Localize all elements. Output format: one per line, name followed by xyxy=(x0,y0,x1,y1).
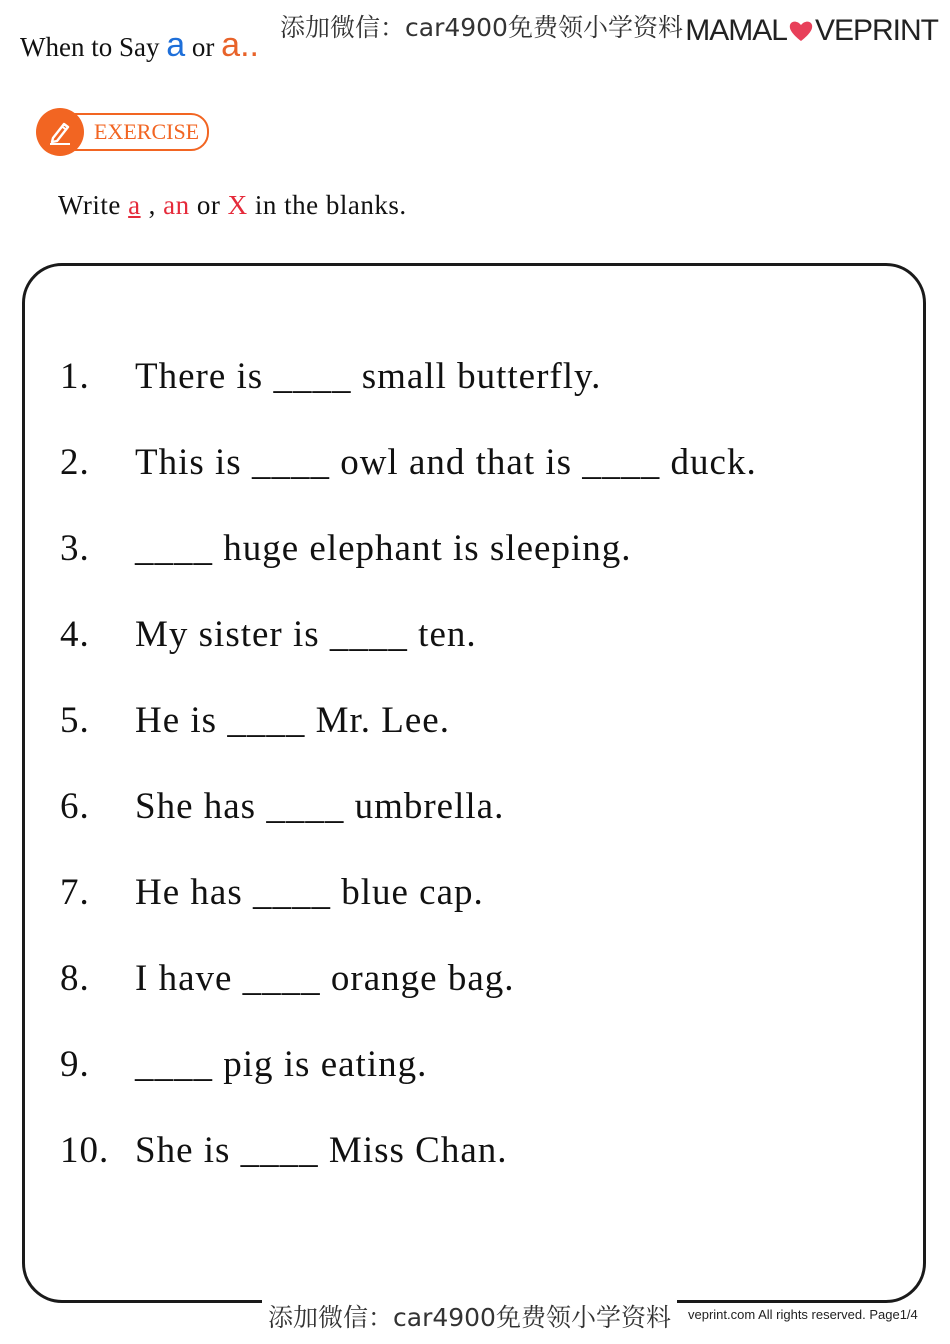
instruction-rest: in the blanks. xyxy=(254,190,407,220)
question-text: There is ____ small butterfly. xyxy=(135,356,602,397)
question-number: 3. xyxy=(60,528,90,569)
exercise-label: EXERCISE xyxy=(64,113,209,151)
title-an: a.. xyxy=(221,26,259,64)
brand-logo xyxy=(685,14,938,48)
instruction-write: Write xyxy=(58,190,121,220)
watermark-top: 添加微信：car4900免费领小学资料 xyxy=(280,8,689,44)
question-number: 2. xyxy=(60,442,90,483)
page-title xyxy=(20,26,259,65)
question-number: 9. xyxy=(60,1044,90,1085)
watermark-bottom: 添加微信：car4900免费领小学资料 xyxy=(262,1298,677,1334)
option-a: a xyxy=(128,190,141,220)
question-number: 4. xyxy=(60,614,90,655)
option-x: X xyxy=(227,190,248,220)
option-an: an xyxy=(163,190,190,220)
pencil-icon xyxy=(36,108,84,156)
question-item xyxy=(60,527,631,570)
question-item xyxy=(60,957,515,1000)
title-a: a xyxy=(166,26,186,64)
question-number: 5. xyxy=(60,700,90,741)
question-text: This is ____ owl and that is ____ duck. xyxy=(135,442,757,483)
question-item xyxy=(60,1129,508,1172)
question-number: 6. xyxy=(60,786,90,827)
logo-text-left: MAMAL xyxy=(685,14,787,47)
exercise-badge xyxy=(36,108,209,156)
question-number: 7. xyxy=(60,872,90,913)
question-item xyxy=(60,613,477,656)
question-number: 1. xyxy=(60,356,90,397)
question-item xyxy=(60,785,504,828)
question-text: She is ____ Miss Chan. xyxy=(135,1130,508,1171)
question-text: My sister is ____ ten. xyxy=(135,614,477,655)
question-number: 8. xyxy=(60,958,90,999)
question-item xyxy=(60,871,484,914)
question-item xyxy=(60,699,450,742)
heart-icon xyxy=(788,19,814,43)
title-or: or xyxy=(191,32,215,62)
question-item xyxy=(60,441,757,484)
question-text: ____ huge elephant is sleeping. xyxy=(135,528,632,569)
question-text: She has ____ umbrella. xyxy=(135,786,505,827)
title-prefix: When to Say xyxy=(20,32,160,62)
question-text: He has ____ blue cap. xyxy=(135,872,484,913)
question-text: He is ____ Mr. Lee. xyxy=(135,700,450,741)
question-number: 10. xyxy=(60,1130,110,1171)
footer-copyright: veprint.com All rights reserved. Page1/4 xyxy=(688,1307,918,1322)
question-text: ____ pig is eating. xyxy=(135,1044,428,1085)
question-item xyxy=(60,355,601,398)
instruction-or: or xyxy=(196,190,221,220)
question-text: I have ____ orange bag. xyxy=(135,958,515,999)
logo-text-right: VEPRINT xyxy=(814,14,938,47)
instruction-text xyxy=(58,190,407,221)
question-item xyxy=(60,1043,427,1086)
instruction-comma: , xyxy=(148,190,156,220)
